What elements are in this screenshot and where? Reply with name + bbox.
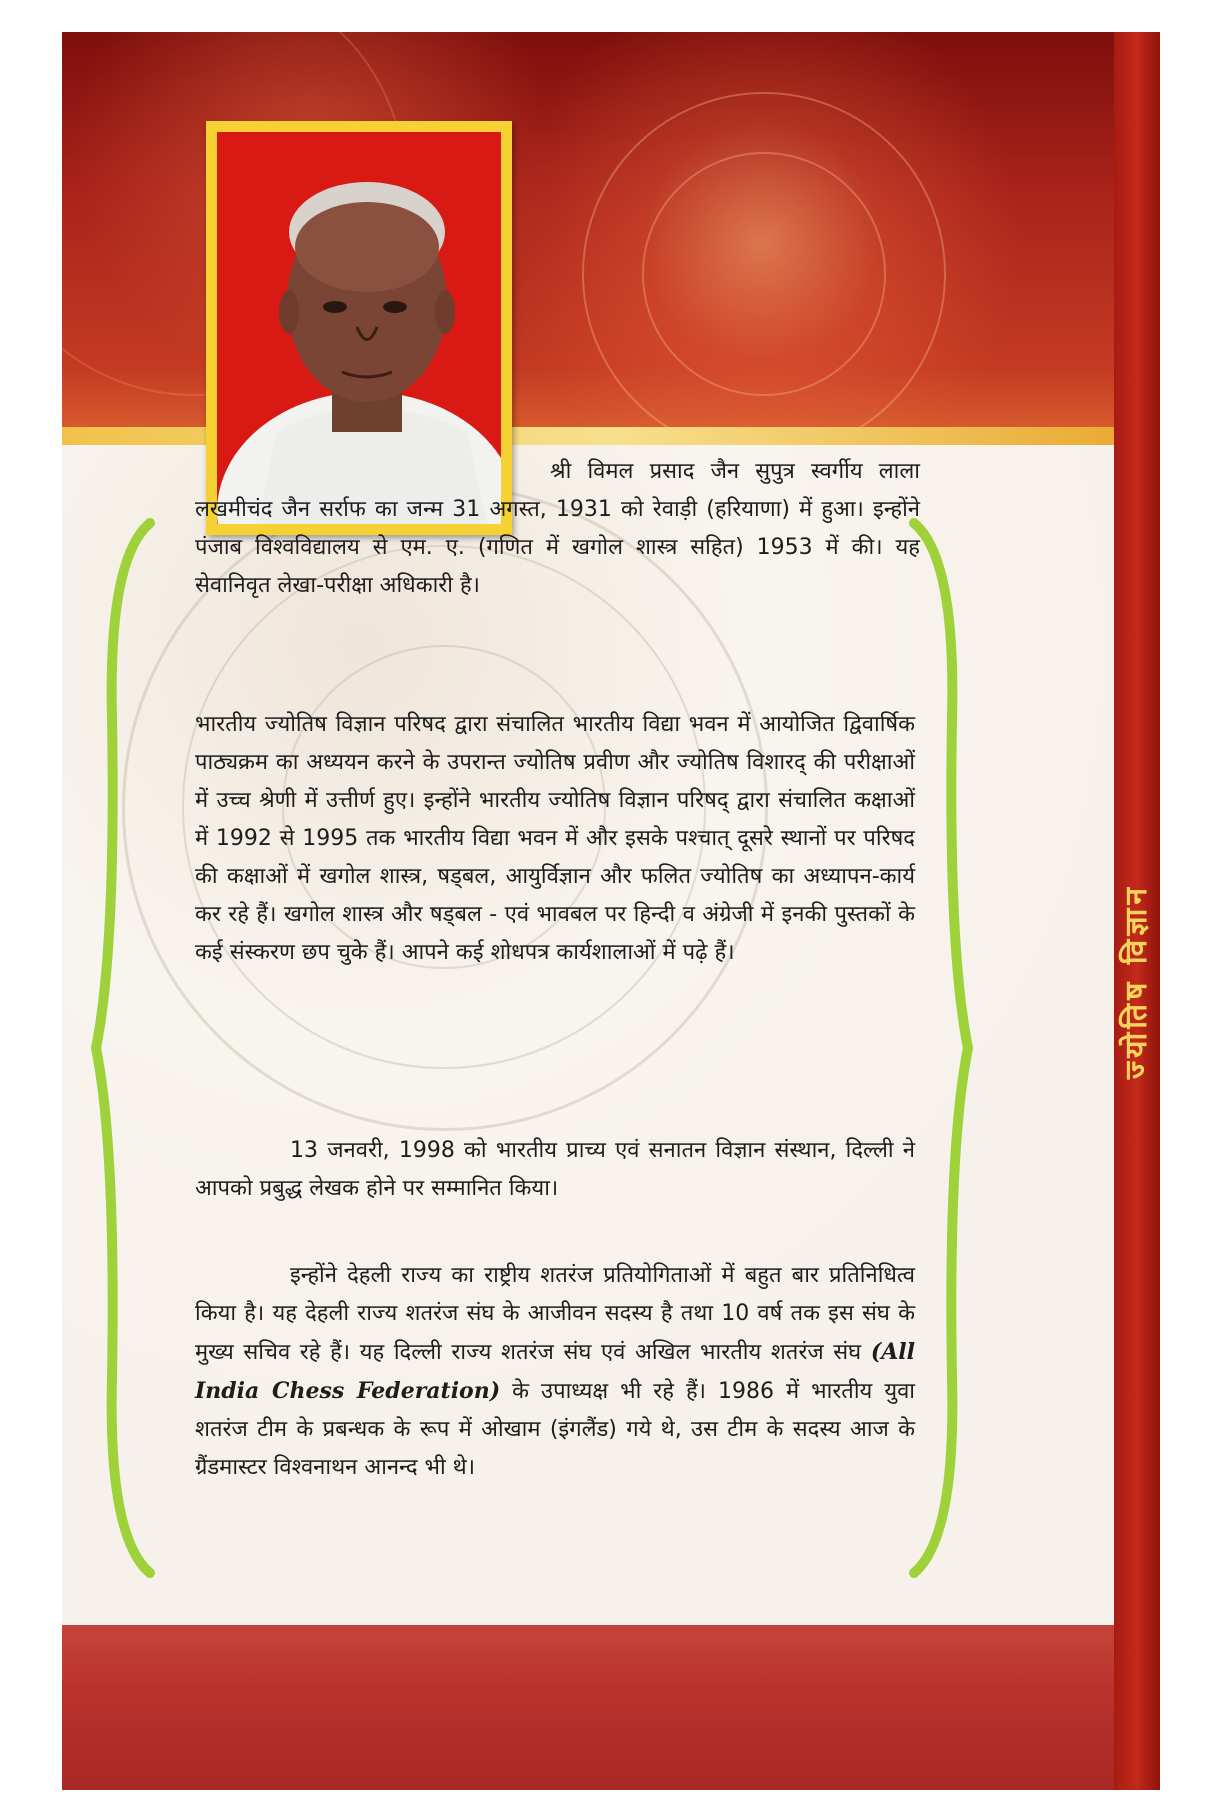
book-spine bbox=[1114, 32, 1160, 1790]
english-federation-name: (All India Chess Federation) bbox=[195, 1339, 916, 1404]
globe-ring bbox=[642, 152, 886, 396]
spine-title: ज्योतिष विज्ञान bbox=[1118, 884, 1154, 1080]
bottom-band bbox=[62, 1625, 1160, 1790]
left-decorative-brace bbox=[90, 518, 160, 1578]
education-paragraph: भारतीय ज्योतिष विज्ञान परिषद द्वारा संचालित भारतीय विद्या भवन में आयोजित द्विवार्षिक पाठ्यक्रम का अध्ययन करने के उपरान्त ज्योतिष प्रवीण और ज्योतिष विशारद् की परीक्षाओं में उच्च श्रेणी में उत्तीर्ण हुए। इन्होंने भारतीय ज्योतिष विज्ञान परिषद् द्वारा संचालित कक्षाओं में 1992 से 1995 तक भारतीय विद्या भवन में और इसके पश्चात् दूसरे स्थानों पर परिषद की कक्षाओं में खगोल शास्त्र, षड्बल, आयुर्विज्ञान और फलित ज्योतिष का अध्यापन-कार्य कर रहे हैं। खगोल शास्त्र और षड्बल - एवं भावबल पर हिन्दी व अंग्रेजी में इनकी पुस्तकों के कई संस्करण छप चुके हैं। आपने कई शोधपत्र कार्यशालाओं में पढ़े हैं। bbox=[195, 712, 915, 965]
intro-paragraph: श्री विमल प्रसाद जैन सुपुत्र स्वर्गीय लाला लखमीचंद जैन सर्राफ का जन्म 31 अगस्त, 1931 को रेवाड़ी (हरियाणा) में हुआ। इन्होंने पंजाब विश्वविद्यालय से एम. ए. (गणित में खगोल शास्त्र सहित) 1953 में की। यह सेवानिवृत लेखा-परीक्षा अधिकारी है। bbox=[195, 459, 920, 598]
award-paragraph: 13 जनवरी, 1998 को भारतीय प्राच्य एवं सनातन विज्ञान संस्थान, दिल्ली ने आपको प्रबुद्ध लेखक होने पर सम्मानित किया। bbox=[195, 1138, 915, 1201]
chess-paragraph: इन्होंने देहली राज्य का राष्ट्रीय शतरंज प्रतियोगिताओं में बहुत बार प्रतिनिधित्व किया है। यह देहली राज्य शतरंज संघ के आजीवन सदस्य है तथा 10 वर्ष तक इस संघ के मुख्य सचिव रहे हैं। यह दिल्ली राज्य शतरंज संघ एवं अखिल भारतीय शतरंज संघ (All India Chess Federation) के उपाध्यक्ष भी रहे हैं। 1986 में भारतीय युवा शतरंज टीम के प्रबन्धक के रूप में ओखाम (इंगलैंड) गये थे, उस टीम के सदस्य आज के ग्रैंडमास्टर विश्वनाथन आनन्द भी थे। bbox=[195, 1263, 916, 1480]
